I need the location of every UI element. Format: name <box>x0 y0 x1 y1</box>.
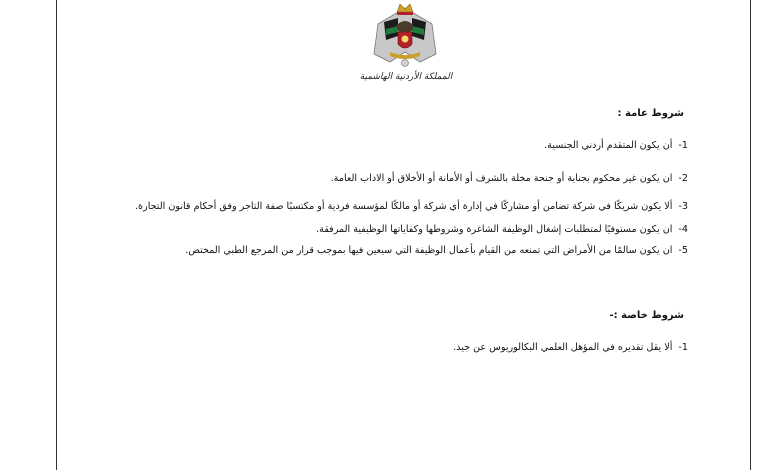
condition-text: ألا يكون شريكًا في شركة تضامن أو مشاركًا في إدارة أي شركة أو مالكًا لمؤسسة فردية أو مكتسبًا صفة التاجر وفق أحكام قانون التجارة. <box>134 201 673 212</box>
condition-number: 3- <box>678 201 688 212</box>
condition-text: أن يكون المتقدم أردني الجنسية. <box>544 140 673 151</box>
general-condition-4 <box>316 224 688 235</box>
condition-text: ان يكون غير محكوم بجناية أو جنحة مخلة بالشرف أو الأمانة أو الأخلاق أو الاداب العامة. <box>330 173 673 184</box>
coat-of-arms-icon <box>370 2 440 68</box>
condition-number: 2- <box>678 173 688 184</box>
condition-text: ان يكون سالمًا من الأمراض التي تمنعه من القيام بأعمال الوظيفة التي سيعين فيها بموجب قرار من المرجع الطبي المختص. <box>185 245 673 256</box>
general-condition-3 <box>135 201 688 212</box>
page-border-right <box>750 0 751 470</box>
general-condition-5 <box>185 245 688 256</box>
condition-text: ان يكون مستوفيًا لمتطلبات إشغال الوظيفة الشاغرة وشروطها وكفاياتها الوظيفية المرفقة. <box>316 224 673 235</box>
condition-number: 1- <box>678 140 688 151</box>
condition-number: 1- <box>678 342 688 353</box>
general-conditions-heading: شروط عامة : <box>617 108 684 119</box>
condition-text: ألا يقل تقديره في المؤهل العلمي البكالوريوس عن جيد. <box>453 342 673 353</box>
condition-number: 5- <box>678 245 688 256</box>
page-border-left <box>56 0 57 470</box>
general-condition-2 <box>331 173 688 184</box>
general-condition-1 <box>544 140 688 151</box>
special-condition-1 <box>453 342 688 353</box>
special-conditions-heading: شروط خاصة :- <box>609 310 684 321</box>
condition-number: 4- <box>678 224 688 235</box>
kingdom-name: المملكة الأردنية الهاشمية <box>359 72 453 82</box>
